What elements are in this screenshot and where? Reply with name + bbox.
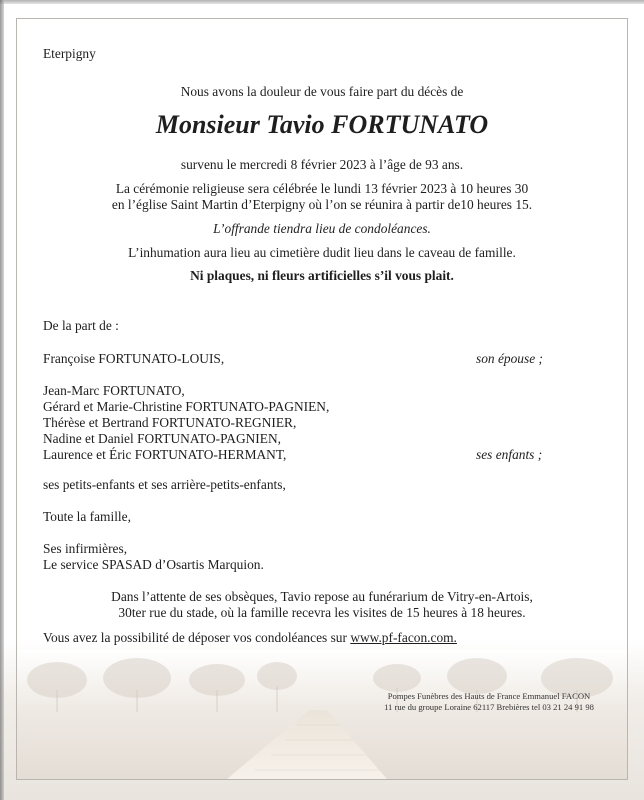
ceremony-line-2: en l’église Saint Martin d’Eterpigny où l’on se réunira à partir de10 heures 15. [111, 197, 533, 212]
child-name: Jean-Marc FORTUNATO, [43, 383, 185, 398]
condolences-line [43, 630, 457, 646]
wake-line-1: Dans l’attente de ses obsèques, Tavio repose au funérarium de Vitry-en-Artois, [111, 589, 533, 604]
wake-line-2: 30ter rue du stade, où la famille recevra les visites de 15 heures à 18 heures. [118, 605, 526, 620]
location-label: Eterpigny [43, 46, 96, 61]
intro-text: Nous avons la douleur de vous faire part du décès de [180, 84, 464, 99]
family-line: Toute la famille, [43, 509, 131, 524]
death-announcement: survenu le mercredi 8 février 2023 à l’âge de 93 ans. [180, 157, 464, 172]
condolences-text: Vous avez la possibilité de déposer vos condoléances sur [43, 630, 347, 645]
spouse-role: son épouse ; [476, 351, 543, 366]
child-name: Thérèse et Bertrand FORTUNATO-REGNIER, [43, 415, 297, 430]
funeral-home-name: Pompes Funèbres des Hauts de France Emmanuel FACON [387, 691, 591, 701]
children-role: ses enfants ; [476, 447, 543, 462]
no-flowers-note: Ni plaques, ni fleurs artificielles s’il vous plait. [190, 268, 454, 283]
condolences-website-link[interactable]: www.pf-facon.com. [350, 630, 457, 645]
deceased-name-heading: Monsieur Tavio FORTUNATO [155, 110, 489, 139]
from-label: De la part de : [43, 318, 119, 333]
child-name: Nadine et Daniel FORTUNATO-PAGNIEN, [43, 431, 281, 446]
spouse-name: Françoise FORTUNATO-LOUIS, [43, 351, 225, 366]
spasad-service-line: Le service SPASAD d’Osartis Marquion. [43, 557, 264, 572]
nurses-line: Ses infirmières, [43, 541, 128, 556]
funeral-home-address: 11 rue du groupe Loraine 62117 Brebières tel 03 21 24 91 98 [384, 702, 594, 712]
offering-note: L’offrande tiendra lieu de condoléances. [213, 221, 431, 236]
ceremony-line-1: La cérémonie religieuse sera célébrée le lundi 13 février 2023 à 10 heures 30 [115, 181, 529, 196]
scan-edge-top [0, 0, 644, 4]
grandchildren-line: ses petits-enfants et ses arrière-petits-enfants, [43, 477, 286, 492]
child-name: Gérard et Marie-Christine FORTUNATO-PAGNIEN, [43, 399, 330, 414]
burial-note: L’inhumation aura lieu au cimetière dudit lieu dans le caveau de famille. [128, 245, 516, 260]
child-name: Laurence et Éric FORTUNATO-HERMANT, [43, 447, 287, 462]
